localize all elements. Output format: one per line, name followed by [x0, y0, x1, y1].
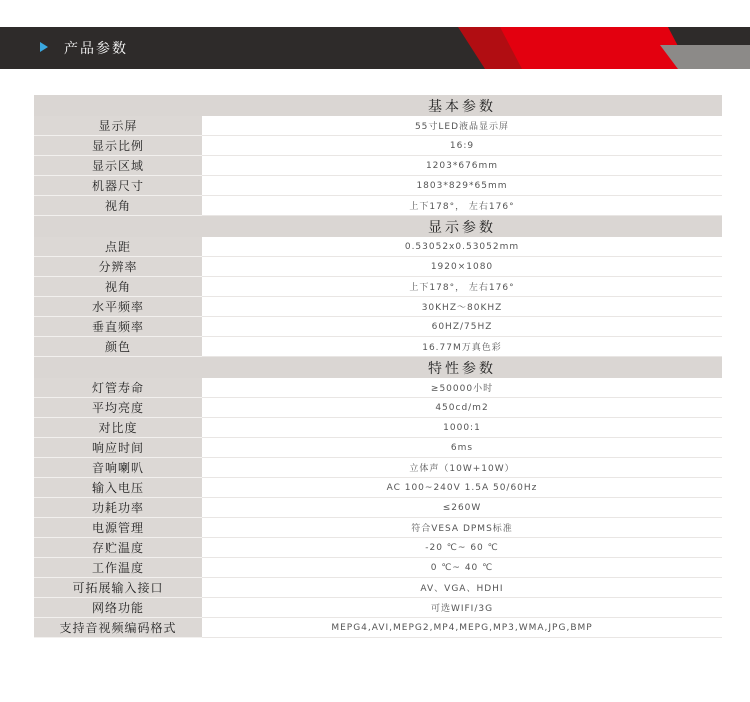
- spec-label: 灯管寿命: [34, 378, 202, 398]
- spec-row: [34, 398, 722, 418]
- spec-label: 点距: [34, 237, 202, 257]
- spec-value: ≥50000小时: [202, 378, 722, 398]
- spec-value: 上下178°， 左右176°: [202, 277, 722, 297]
- spec-row: [34, 618, 722, 638]
- spec-value: 450cd/m2: [202, 398, 722, 418]
- spec-value: AC 100~240V 1.5A 50/60Hz: [202, 478, 722, 498]
- section-header-spacer: [34, 357, 202, 379]
- page-title: 产品参数: [64, 41, 128, 57]
- spec-label: 响应时间: [34, 438, 202, 458]
- spec-value: AV、VGA、HDHI: [202, 578, 722, 598]
- spec-value: 立体声（10W+10W）: [202, 458, 722, 478]
- spec-label: 颜色: [34, 337, 202, 357]
- spec-label: 机器尺寸: [34, 176, 202, 196]
- spec-row: [34, 116, 722, 136]
- spec-label: 可拓展输入接口: [34, 578, 202, 598]
- play-arrow-icon: [40, 42, 48, 52]
- spec-value: -20 ℃~ 60 ℃: [202, 538, 722, 558]
- spec-label: 输入电压: [34, 478, 202, 498]
- spec-value: 55寸LED液晶显示屏: [202, 116, 722, 136]
- spec-value: 1803*829*65mm: [202, 176, 722, 196]
- header-banner: [0, 27, 750, 69]
- spec-value: 30KHZ～80KHZ: [202, 297, 722, 317]
- spec-label: 对比度: [34, 418, 202, 438]
- spec-value: ≤260W: [202, 498, 722, 518]
- spec-table-container: [34, 95, 722, 638]
- spec-row: [34, 418, 722, 438]
- spec-value: 1203*676mm: [202, 156, 722, 176]
- spec-value: 上下178°， 左右176°: [202, 196, 722, 216]
- spec-table-body: [34, 95, 722, 638]
- spec-row: [34, 196, 722, 216]
- spec-label: 显示区域: [34, 156, 202, 176]
- spec-value: 60HZ/75HZ: [202, 317, 722, 337]
- spec-value: 0.53052x0.53052mm: [202, 237, 722, 257]
- spec-value: MEPG4,AVI,MEPG2,MP4,MEPG,MP3,WMA,JPG,BMP: [202, 618, 722, 638]
- section-title: 基本参数: [202, 95, 722, 116]
- spec-value: 6ms: [202, 438, 722, 458]
- section-header-row: [34, 95, 722, 116]
- spec-row: [34, 518, 722, 538]
- spec-value: 16:9: [202, 136, 722, 156]
- spec-row: [34, 317, 722, 337]
- spec-table: [34, 95, 722, 638]
- spec-label: 存贮温度: [34, 538, 202, 558]
- spec-value: 1920×1080: [202, 257, 722, 277]
- spec-row: [34, 176, 722, 196]
- spec-value: 16.77M万真色彩: [202, 337, 722, 357]
- spec-row: [34, 458, 722, 478]
- spec-value: 可选WIFI/3G: [202, 598, 722, 618]
- spec-value: 符合VESA DPMS标准: [202, 518, 722, 538]
- spec-label: 功耗功率: [34, 498, 202, 518]
- spec-label: 平均亮度: [34, 398, 202, 418]
- spec-row: [34, 337, 722, 357]
- spec-row: [34, 297, 722, 317]
- spec-label: 电源管理: [34, 518, 202, 538]
- spec-label: 视角: [34, 196, 202, 216]
- spec-row: [34, 136, 722, 156]
- spec-row: [34, 598, 722, 618]
- spec-label: 支持音视频编码格式: [34, 618, 202, 638]
- spec-row: [34, 438, 722, 458]
- spec-label: 网络功能: [34, 598, 202, 618]
- spec-row: [34, 578, 722, 598]
- section-title: 特性参数: [202, 357, 722, 379]
- spec-row: [34, 478, 722, 498]
- section-header-row: [34, 357, 722, 379]
- spec-row: [34, 257, 722, 277]
- spec-row: [34, 498, 722, 518]
- spec-label: 分辨率: [34, 257, 202, 277]
- spec-row: [34, 378, 722, 398]
- spec-row: [34, 558, 722, 578]
- spec-label: 音响喇叭: [34, 458, 202, 478]
- section-header-spacer: [34, 95, 202, 116]
- spec-row: [34, 538, 722, 558]
- spec-row: [34, 237, 722, 257]
- spec-row: [34, 277, 722, 297]
- spec-label: 显示屏: [34, 116, 202, 136]
- stripe-red: [500, 27, 690, 69]
- section-title: 显示参数: [202, 216, 722, 238]
- spec-label: 显示比例: [34, 136, 202, 156]
- section-header-spacer: [34, 216, 202, 238]
- section-header-row: [34, 216, 722, 238]
- spec-label: 视角: [34, 277, 202, 297]
- spec-value: 0 ℃~ 40 ℃: [202, 558, 722, 578]
- spec-label: 水平频率: [34, 297, 202, 317]
- spec-value: 1000:1: [202, 418, 722, 438]
- spec-label: 垂直频率: [34, 317, 202, 337]
- spec-row: [34, 156, 722, 176]
- spec-label: 工作温度: [34, 558, 202, 578]
